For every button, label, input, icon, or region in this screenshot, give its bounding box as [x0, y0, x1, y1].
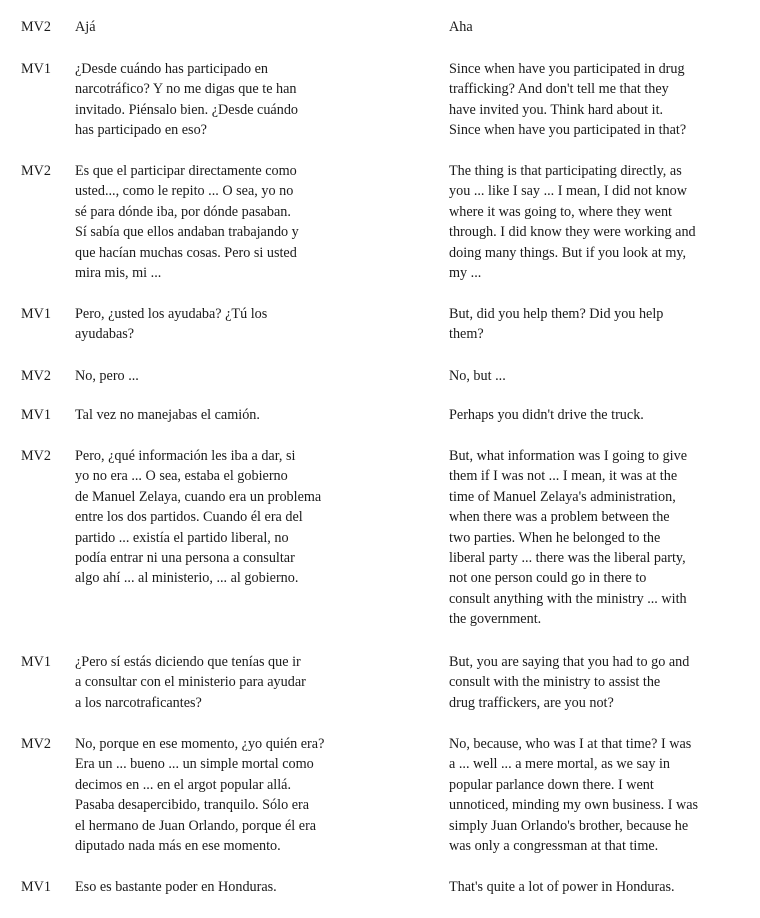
english-line: But, what information was I going to give — [449, 448, 688, 464]
english-line: No, but ... — [449, 368, 506, 384]
english-text — [449, 366, 760, 386]
speaker-label: MV2 — [21, 448, 51, 464]
english-text — [449, 405, 760, 425]
spanish-text — [75, 304, 395, 345]
spanish-line: ayudabas? — [75, 326, 135, 343]
spanish-line: de Manuel Zelaya, cuando era un problema — [75, 488, 322, 505]
english-line: The thing is that participating directly, as — [449, 163, 682, 179]
english-line: you ... like I say ... I mean, I did not know — [449, 183, 687, 200]
spanish-line: a consultar con el ministerio para ayudar — [75, 674, 306, 691]
spanish-line: No, porque en ese momento, ¿yo quién era? — [75, 736, 325, 752]
english-line: have invited you. Think hard about it. — [449, 101, 664, 118]
spanish-line: decimos en ... en el argot popular allá. — [75, 776, 292, 793]
speaker-label: MV2 — [21, 736, 51, 752]
english-line: the government. — [449, 611, 542, 628]
spanish-text — [75, 161, 395, 283]
spanish-line: Pero, ¿qué información les iba a dar, si — [75, 448, 296, 464]
spanish-line: diputado nada más en ese momento. — [75, 838, 281, 855]
speaker-label: MV1 — [21, 654, 51, 670]
english-line: through. I did know they were working and — [449, 224, 696, 241]
spanish-line: que hacían muchas cosas. Pero si usted — [75, 244, 297, 261]
english-text — [449, 734, 760, 856]
spanish-line: yo no era ... O sea, estaba el gobierno — [75, 468, 288, 485]
spanish-line: podía entrar ni una persona a consultar — [75, 550, 295, 567]
english-text — [449, 161, 760, 283]
spanish-line: Ajá — [75, 19, 96, 35]
english-line: two parties. When he belonged to the — [449, 529, 661, 546]
english-text — [449, 17, 760, 37]
spanish-line: Pasaba desapercibido, tranquilo. Sólo era — [75, 797, 310, 814]
english-line: But, you are saying that you had to go and — [449, 654, 690, 670]
english-line: That's quite a lot of power in Honduras. — [449, 879, 675, 895]
spanish-line: sé para dónde iba, por dónde pasaban. — [75, 203, 291, 220]
english-line: my ... — [449, 265, 482, 282]
spanish-text — [75, 877, 395, 897]
english-line: a ... well ... a mere mortal, as we say in — [449, 756, 671, 773]
english-line: drug traffickers, are you not? — [449, 694, 614, 711]
english-line: Since when have you participated in that? — [449, 122, 687, 139]
spanish-line: el hermano de Juan Orlando, porque él era — [75, 817, 317, 834]
english-line: them? — [449, 326, 484, 343]
spanish-text — [75, 366, 395, 386]
english-text — [449, 304, 760, 345]
english-line: Perhaps you didn't drive the truck. — [449, 407, 644, 423]
english-text — [449, 446, 760, 630]
english-line: consult with the ministry to assist the — [449, 674, 661, 691]
english-line: consult anything with the ministry ... with — [449, 590, 687, 607]
english-line: them if I was not ... I mean, it was at the — [449, 468, 678, 485]
spanish-line: ¿Desde cuándo has participado en — [75, 61, 269, 77]
spanish-text — [75, 734, 395, 856]
spanish-text — [75, 652, 395, 713]
spanish-line: Sí sabía que ellos andaban trabajando y — [75, 224, 299, 241]
english-line: trafficking? And don't tell me that they — [449, 81, 669, 98]
english-line: liberal party ... there was the liberal party, — [449, 550, 686, 567]
english-line: not one person could go in there to — [449, 570, 647, 587]
english-line: Aha — [449, 19, 473, 35]
spanish-text — [75, 17, 395, 37]
speaker-label: MV2 — [21, 368, 51, 384]
spanish-line: Era un ... bueno ... un simple mortal como — [75, 756, 314, 773]
spanish-line: usted..., como le repito ... O sea, yo no — [75, 183, 294, 200]
speaker-label: MV1 — [21, 879, 51, 895]
english-line: popular parlance down there. I went — [449, 776, 654, 793]
spanish-line: narcotráfico? Y no me digas que te han — [75, 81, 297, 98]
spanish-line: partido ... existía el partido liberal, no — [75, 529, 289, 546]
spanish-line: algo ahí ... al ministerio, ... al gobierno. — [75, 570, 299, 587]
english-text — [449, 652, 760, 713]
speaker-label: MV2 — [21, 19, 51, 35]
spanish-line: mira mis, mi ... — [75, 265, 162, 282]
spanish-line: No, pero ... — [75, 368, 139, 384]
english-line: where it was going to, where they went — [449, 203, 672, 220]
spanish-line: entre los dos partidos. Cuando él era del — [75, 509, 303, 526]
spanish-line: has participado en eso? — [75, 122, 207, 139]
english-line: was only a congressman at that time. — [449, 838, 659, 855]
english-line: But, did you help them? Did you help — [449, 306, 664, 322]
english-line: simply Juan Orlando's brother, because he — [449, 817, 689, 834]
spanish-line: a los narcotraficantes? — [75, 694, 202, 711]
spanish-text — [75, 59, 395, 141]
spanish-text — [75, 405, 395, 425]
spanish-line: ¿Pero sí estás diciendo que tenías que ir — [75, 654, 301, 670]
speaker-label: MV1 — [21, 306, 51, 322]
spanish-line: Tal vez no manejabas el camión. — [75, 407, 260, 423]
english-text — [449, 877, 760, 897]
spanish-line: Eso es bastante poder en Honduras. — [75, 879, 277, 895]
english-line: No, because, who was I at that time? I was — [449, 736, 692, 752]
spanish-line: Pero, ¿usted los ayudaba? ¿Tú los — [75, 306, 268, 322]
english-line: Since when have you participated in drug — [449, 61, 685, 77]
english-text — [449, 59, 760, 141]
speaker-label: MV1 — [21, 407, 51, 423]
spanish-line: Es que el participar directamente como — [75, 163, 297, 179]
english-line: when there was a problem between the — [449, 509, 670, 526]
spanish-text — [75, 446, 395, 589]
english-line: unnoticed, minding my own business. I was — [449, 797, 699, 814]
spanish-line: invitado. Piénsalo bien. ¿Desde cuándo — [75, 101, 299, 118]
speaker-label: MV1 — [21, 61, 51, 77]
speaker-label: MV2 — [21, 163, 51, 179]
english-line: time of Manuel Zelaya's administration, — [449, 488, 676, 505]
english-line: doing many things. But if you look at my, — [449, 244, 687, 261]
